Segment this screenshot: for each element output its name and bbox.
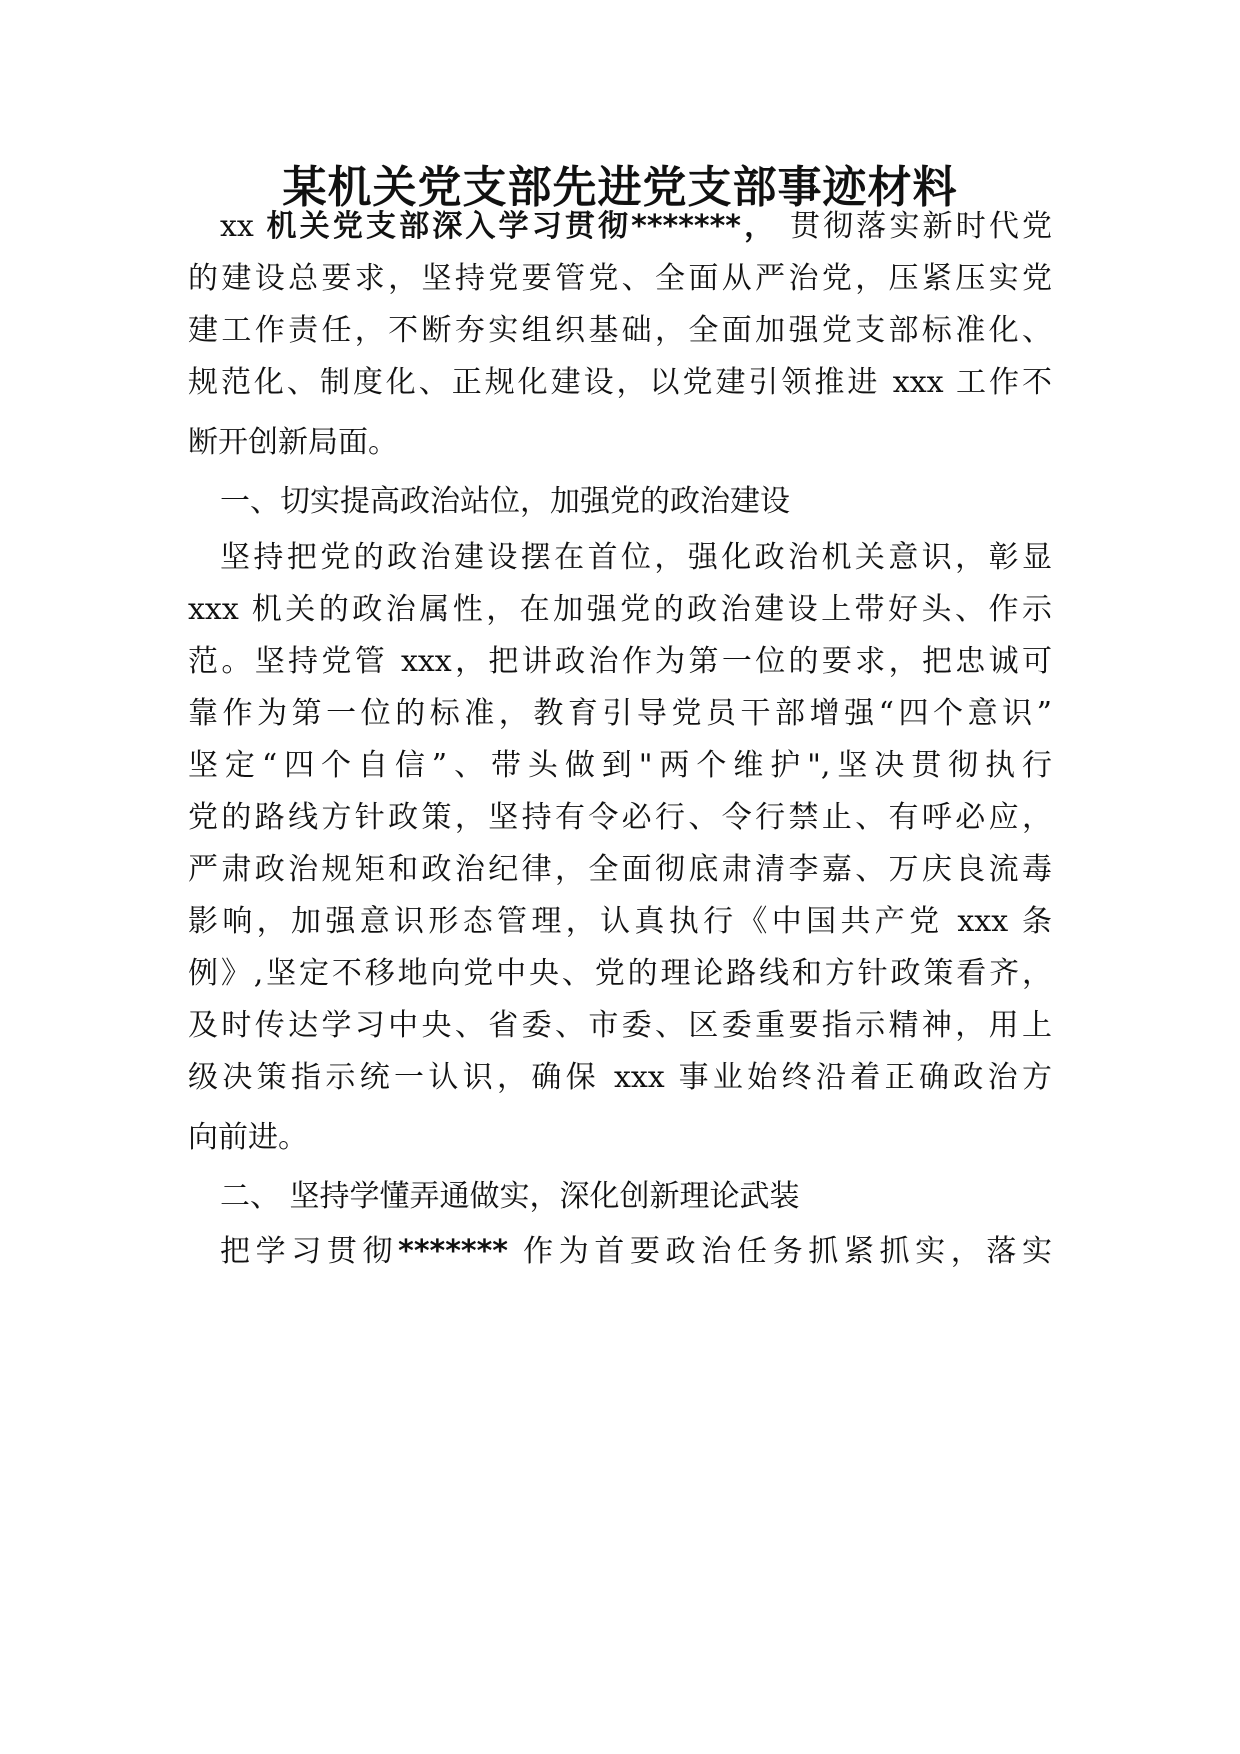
intro-line-1 bbox=[220, 205, 1052, 249]
section-1-line: 坚持把党的政治建设摆在首位，强化政治机关意识，彰显 bbox=[220, 540, 1052, 575]
section-1-line: 例》,坚定不移地向党中央、党的理论路线和方针政策看齐， bbox=[188, 956, 1052, 991]
section-1-line: 靠作为第一位的标准，教育引导党员干部增强“四个意识” bbox=[188, 696, 1052, 731]
document-title: 某机关党支部先进党支部事迹材料 bbox=[282, 162, 958, 213]
intro-line: 断开创新局面。 bbox=[188, 425, 398, 460]
intro-line: 建工作责任，不断夯实组织基础，全面加强党支部标准化、 bbox=[188, 313, 1052, 348]
section-1-line: 范。坚持党管 xxx，把讲政治作为第一位的要求，把忠诚可 bbox=[188, 644, 1052, 679]
intro-lead-bold: 机关党支部深入学习贯彻*******， bbox=[266, 209, 778, 244]
intro-line-1-rest: 贯彻落实新时代党 bbox=[789, 209, 1052, 244]
intro-lead-prefix: xx bbox=[220, 209, 254, 244]
section-1-line: 影响，加强意识形态管理，认真执行《中国共产党 xxx 条 bbox=[188, 904, 1052, 939]
section-2-line-1 bbox=[220, 1230, 1052, 1274]
section-2-line-prefix: 把学习贯彻 bbox=[220, 1234, 399, 1269]
section-1-line: 党的路线方针政策，坚持有令必行、令行禁止、有呼必应， bbox=[188, 800, 1052, 835]
intro-line: 的建设总要求，坚持党要管党、全面从严治党，压紧压实党 bbox=[188, 261, 1052, 296]
section-1-line: xxx 机关的政治属性，在加强党的政治建设上带好头、作示 bbox=[188, 592, 1052, 627]
section-1-line: 及时传达学习中央、省委、市委、区委重要指示精神，用上 bbox=[188, 1008, 1052, 1043]
intro-line: 规范化、制度化、正规化建设，以党建引领推进 xxx 工作不 bbox=[188, 365, 1052, 400]
section-1-line: 严肃政治规矩和政治纪律，全面彻底肃清李嘉、万庆良流毒 bbox=[188, 852, 1052, 887]
section-2-line-bold: ******* bbox=[398, 1234, 508, 1269]
section-2-line-rest: 作为首要政治任务抓紧抓实，落实 bbox=[507, 1234, 1052, 1269]
section-2-heading: 二、 坚持学懂弄通做实，深化创新理论武装 bbox=[220, 1179, 800, 1214]
section-1-line: 坚定“四个自信”、带头做到"两个维护",坚决贯彻执行 bbox=[188, 748, 1052, 783]
section-1-heading: 一、切实提高政治站位，加强党的政治建设 bbox=[220, 484, 790, 519]
section-1-line: 级决策指示统一认识，确保 xxx 事业始终沿着正确政治方 bbox=[188, 1060, 1052, 1095]
section-1-line: 向前进。 bbox=[188, 1120, 308, 1155]
